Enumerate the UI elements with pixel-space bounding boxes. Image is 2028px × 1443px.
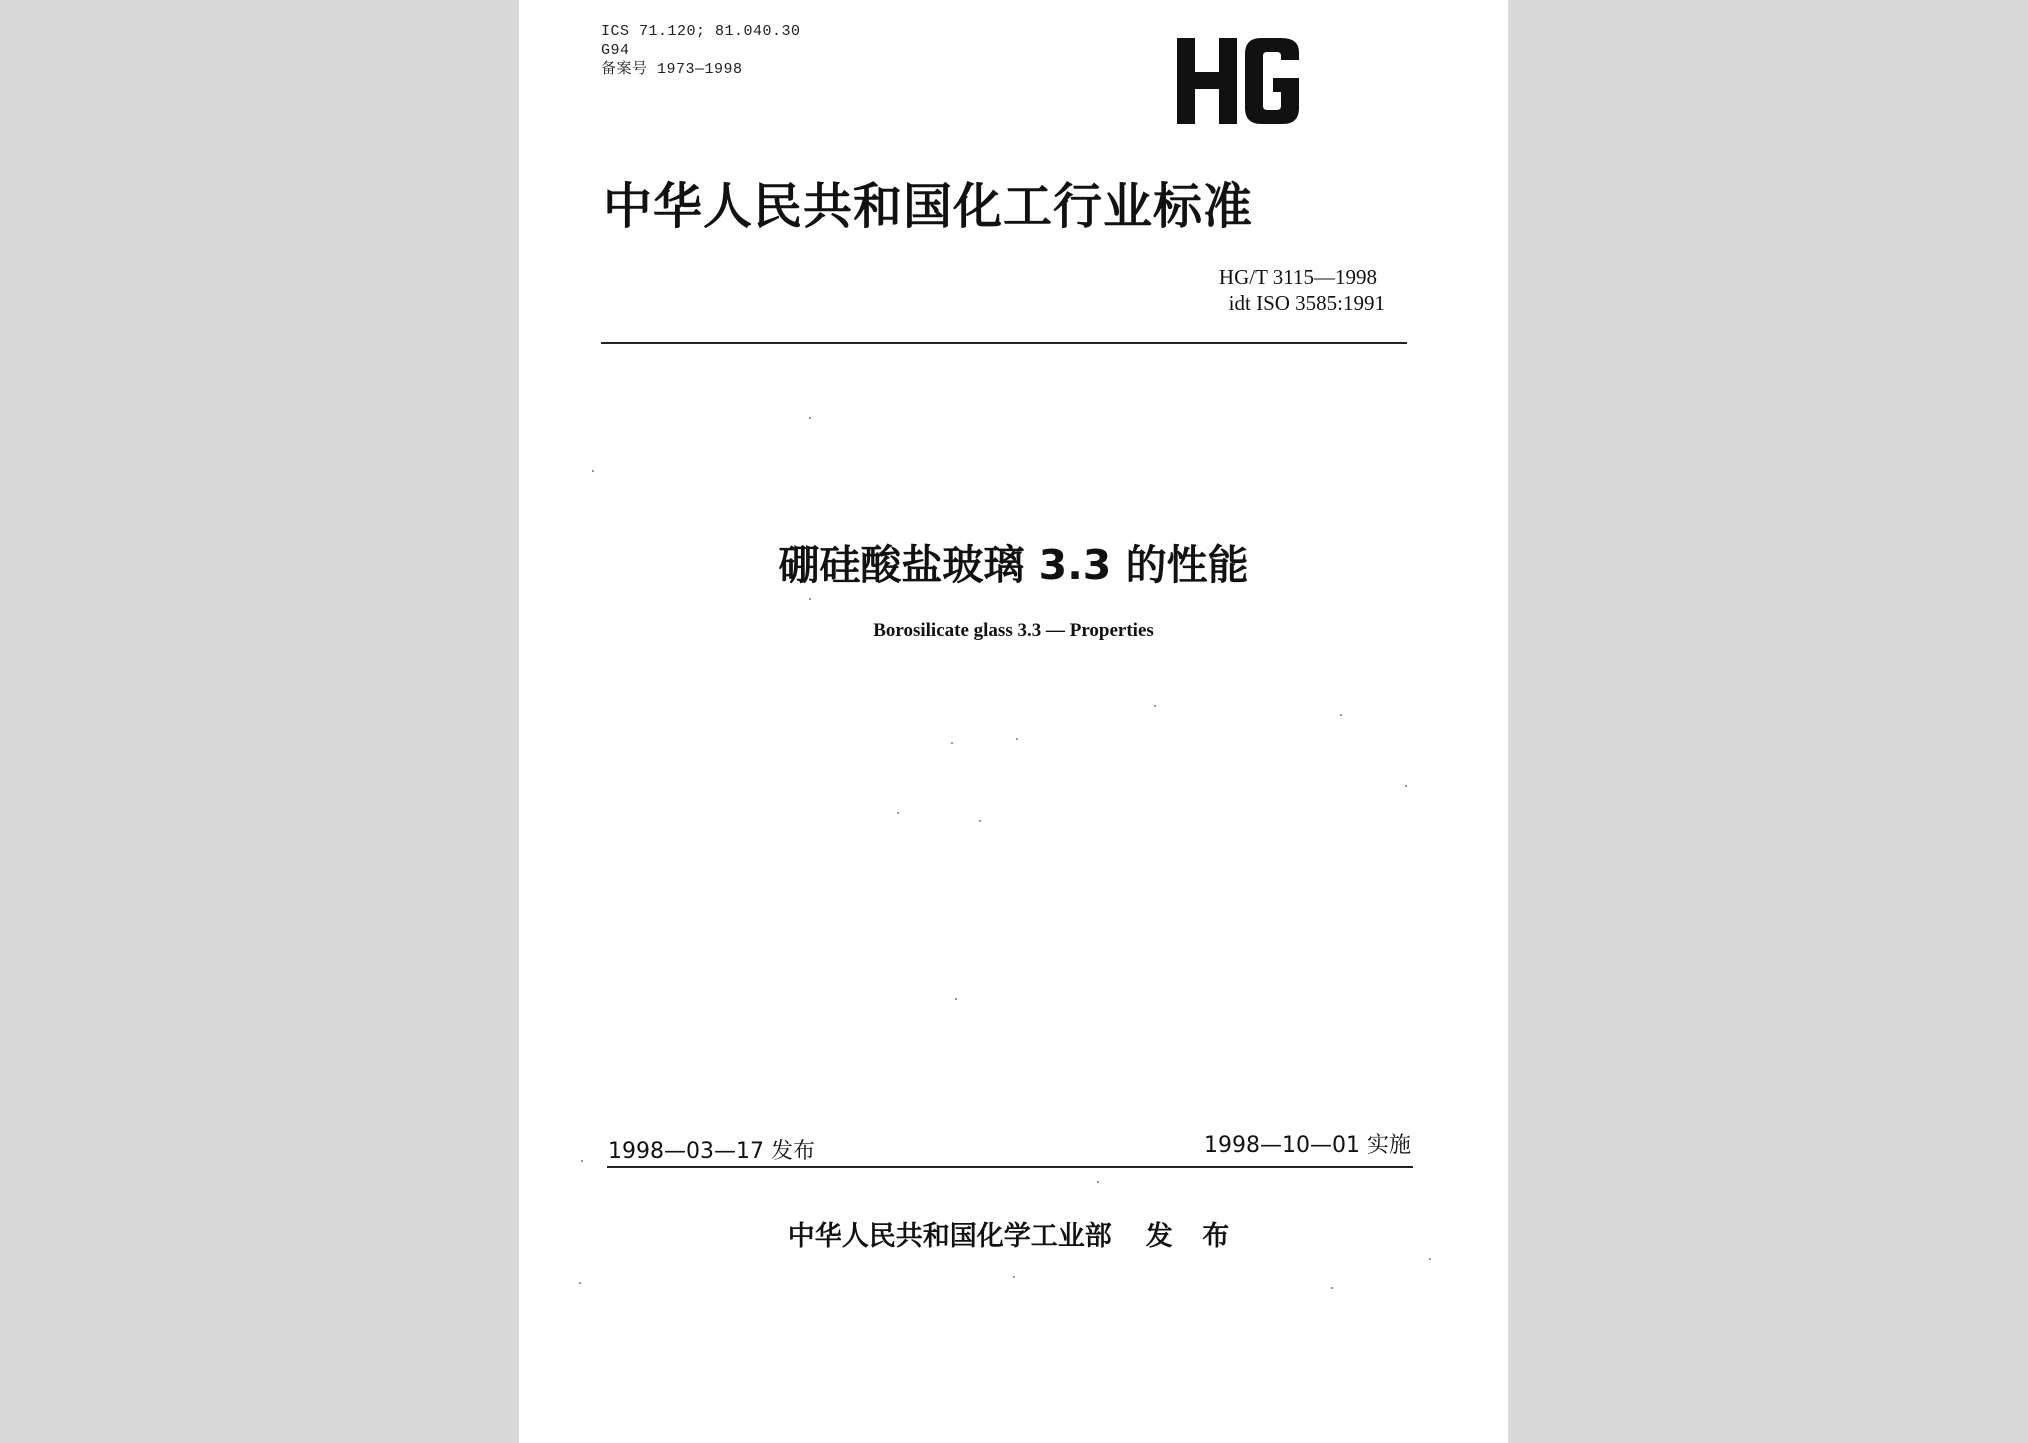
- scan-speck: [809, 417, 811, 419]
- issuer-line: [519, 1214, 1508, 1253]
- scan-speck: [581, 1160, 583, 1162]
- scan-speck: [592, 470, 594, 472]
- document-page: [519, 0, 1508, 1443]
- classification-block: [601, 22, 801, 79]
- top-divider: [601, 342, 1407, 344]
- title-english: Borosilicate glass 3.3 — Properties: [873, 620, 1154, 641]
- issuer-name: 中华人民共和国化学工业部: [787, 1221, 1112, 1252]
- scan-speck: [1097, 1181, 1099, 1183]
- issue-date: 1998—03—17 发布: [608, 1139, 815, 1164]
- ics-code: ICS 71.120; 81.040.30: [601, 23, 801, 40]
- scan-speck: [951, 742, 953, 744]
- standard-body-title: 中华人民共和国化工行业标准: [603, 178, 1254, 235]
- scan-speck: [1331, 1287, 1333, 1289]
- issuer-action: 发 布: [1145, 1221, 1240, 1252]
- filing-number: 备案号 1973—1998: [601, 61, 743, 78]
- standard-number: HG/T 3115—1998: [1218, 265, 1377, 289]
- scan-speck: [1429, 1258, 1431, 1260]
- standard-number-block: [1219, 264, 1385, 316]
- scan-speck: [1013, 1276, 1015, 1278]
- title-chinese: 硼硅酸盐玻璃 3.3 的性能: [778, 541, 1249, 589]
- scan-speck: [809, 598, 811, 600]
- iso-equivalence: idt ISO 3585:1991: [1228, 291, 1385, 315]
- scan-speck: [1340, 714, 1342, 716]
- ccs-code: G94: [601, 42, 630, 59]
- scan-speck: [579, 1282, 581, 1284]
- scan-speck: [1016, 738, 1018, 740]
- scan-speck: [1154, 705, 1156, 707]
- scan-speck: [955, 998, 957, 1000]
- bottom-divider: [607, 1166, 1413, 1168]
- scan-speck: [1405, 785, 1407, 787]
- scan-speck: [897, 812, 899, 814]
- hg-logo: [1175, 30, 1305, 130]
- implementation-date: 1998—10—01 实施: [1204, 1133, 1411, 1158]
- hg-logo-graphic: [1175, 30, 1305, 130]
- scan-speck: [979, 820, 981, 822]
